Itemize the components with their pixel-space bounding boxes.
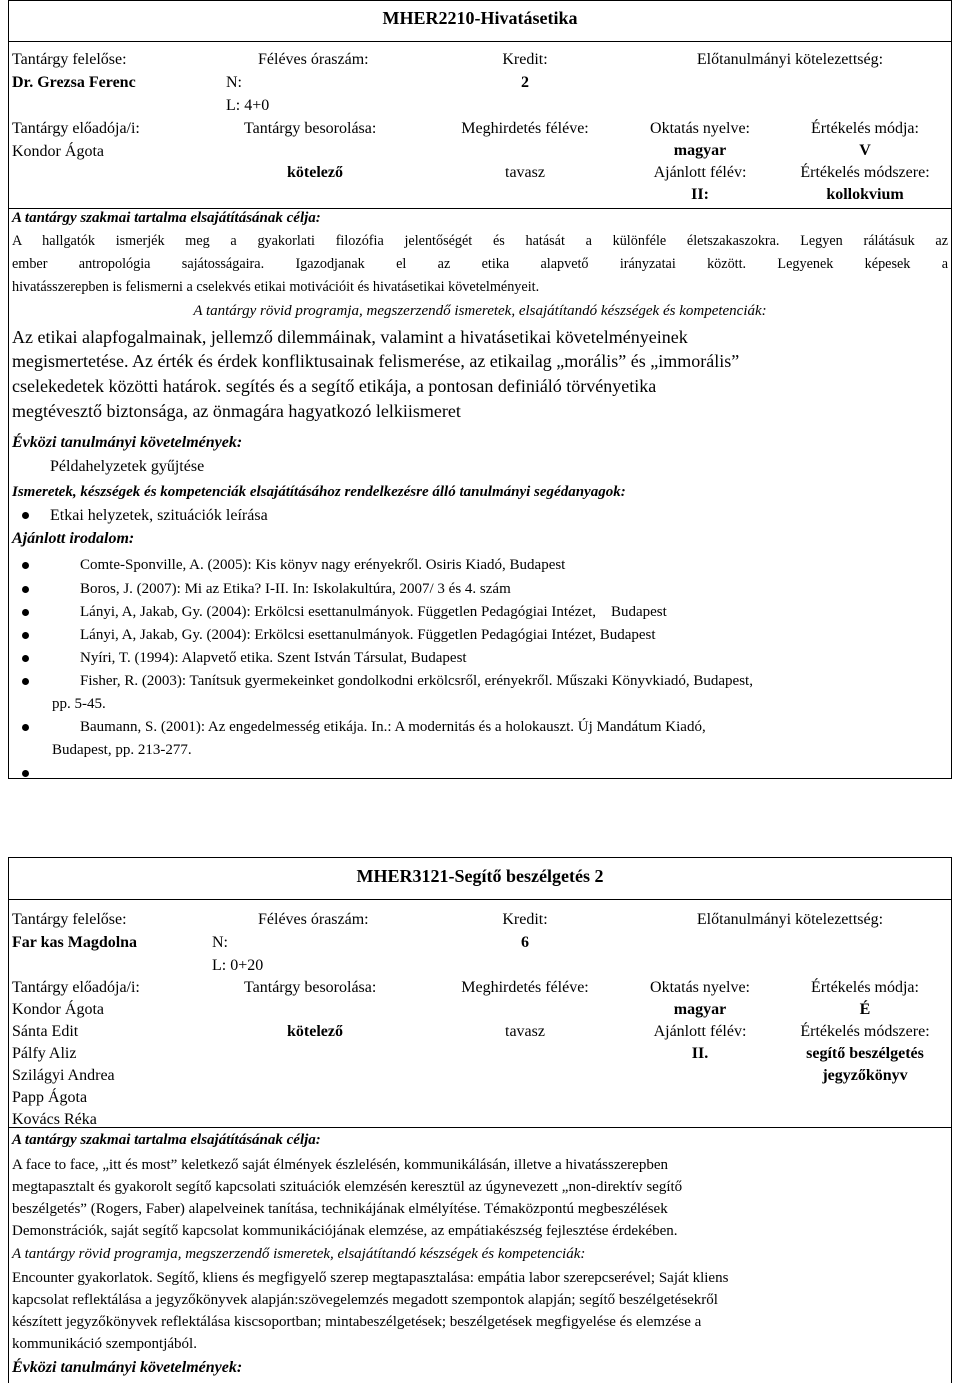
literature-item: Boros, J. (2007): Mi az Etika? I-II. In: Iskolakultúra, 2007/ 3 és 4. szám [80, 581, 511, 597]
lecturer-name: Sánta Edit [12, 1023, 79, 1040]
divider [8, 1127, 952, 1128]
divider [8, 899, 952, 900]
goal-line: ember antropológia sajátosságaira. Igazodjanak el az etika alapvető irányzatai között. Legyenek képesek a [12, 256, 948, 272]
semester-label: Meghirdetés féléve: [461, 979, 589, 996]
requirements-heading: Évközi tanulmányi követelmények: [12, 434, 243, 451]
literature-item: Lányi, A, Jakab, Gy. (2004): Erkölcsi esettanulmányok. Független Pedagógiai Intézet, Budapest [80, 604, 667, 620]
lecturer-name: Kovács Réka [12, 1111, 97, 1128]
goal-line: A face to face, „itt és most” keletkező saját élmények észlelésén, kommunikálásán, illetve a hivatásszerepben [12, 1157, 668, 1173]
bullet-icon [22, 512, 29, 519]
responsible-label: Tantárgy felelőse: [12, 911, 127, 928]
hours-n: N: [226, 74, 242, 91]
semester-value: tavasz [505, 164, 545, 181]
course-title: MHER2210-Hivatásetika [382, 8, 578, 28]
classification-label: Tantárgy besorolása: [244, 120, 377, 137]
semester-label: Meghirdetés féléve: [461, 120, 589, 137]
bullet-icon [22, 655, 29, 662]
goal-line: hivatásszerepben is felismerni a cselekvés etikai motivációit és hivatásetikai követelményeit. [12, 279, 540, 295]
lecturer-label: Tantárgy előadója/i: [12, 120, 140, 137]
literature-item: Comte-Sponville, A. (2005): Kis könyv nagy erényekről. Osiris Kiadó, Budapest [80, 557, 566, 573]
bullet-icon [22, 586, 29, 593]
literature-item: Fisher, R. (2003): Tanítsuk gyermekeinket gondolkodni erkölcsről, erényekről. Műszaki Könyvkiadó, Budapest, [80, 673, 753, 689]
credit-value: 2 [521, 74, 529, 91]
recommended-semester-value: II: [691, 186, 709, 203]
course-title: MHER3121-Segítő beszélgetés 2 [356, 866, 604, 886]
program-heading: A tantárgy rövid programja, megszerzendő ismeretek, elsajátítandó készségek és kompetenciák: [193, 303, 767, 319]
prereq-label: Előtanulmányi kötelezettség: [696, 51, 884, 68]
aid-item: Etkai helyzetek, szituációk leírása [50, 507, 268, 524]
evaluation-method-label: Értékelés módszere: [800, 1023, 930, 1040]
lecturer-name: Szilágyi Andrea [12, 1067, 115, 1084]
lecturer-name: Papp Ágota [12, 1089, 88, 1106]
language-value: magyar [673, 142, 727, 159]
bullet-icon [22, 562, 29, 569]
language-label: Oktatás nyelve: [650, 979, 750, 996]
lecturer-name: Kondor Ágota [12, 143, 104, 160]
program-line: Az etikai alapfogalmainak, jellemző dilemmáinak, valamint a hivatásetikai követelményeinek [12, 327, 688, 347]
program-heading: A tantárgy rövid programja, megszerzendő ismeretek, elsajátítandó készségek és kompetenciák: [12, 1246, 586, 1262]
hours-l: L: 0+20 [212, 957, 264, 974]
bullet-icon [22, 678, 29, 685]
evaluation-method-value: segítő beszélgetés [806, 1045, 924, 1062]
evaluation-method-value: kollokvium [826, 186, 904, 203]
recommended-semester-value: II. [691, 1045, 709, 1062]
requirements-heading: Évközi tanulmányi követelmények: [12, 1359, 243, 1376]
responsible-name: Far kas Magdolna [12, 934, 138, 951]
requirement-item: Példahelyzetek gyűjtése [50, 458, 205, 475]
credit-label: Kredit: [502, 911, 548, 928]
program-line: Encounter gyakorlatok. Segítő, kliens és megfigyelő szerep megtapasztalása: empátia labor szerepcserével; Saját kliens [12, 1270, 729, 1286]
bullet-icon [22, 609, 29, 616]
responsible-name: Dr. Grezsa Ferenc [12, 74, 136, 91]
lecturer-name: Kondor Ágota [12, 1001, 104, 1018]
bullet-icon [22, 724, 29, 731]
recommended-semester-label: Ajánlott félév: [653, 164, 747, 181]
program-line: kommunikáció szempontjából. [12, 1336, 197, 1352]
goal-line: A hallgatók ismerjék meg a gyakorlati filozófia jelentőségét és hatását a különféle életszakaszokra. Legyen rálátásuk az [12, 233, 948, 249]
literature-item: Baumann, S. (2001): Az engedelmesség etikája. In.: A modernitás és a holokauszt. Új Mandátum Kiadó, [80, 719, 706, 735]
goal-line: beszélgetés” (Rogers, Faber) alapelveinek tanítása, technikájának elmélyítése. Témaközpontú megbeszélések [12, 1201, 668, 1217]
bullet-icon [22, 632, 29, 639]
program-line: megtévesztő biztonsága, az önmagára hagyatkozó lelkiismeret [12, 401, 461, 421]
goal-heading: A tantárgy szakmai tartalma elsajátításának célja: [12, 1132, 321, 1148]
program-line: cselekedetek közötti határok. segítés és a segítő etikája, a pontosan definiáló törvényetika [12, 376, 657, 396]
hours-label: Féléves óraszám: [258, 51, 369, 68]
evaluation-method-label: Értékelés módszere: [800, 164, 930, 181]
classification-value: kötelező [287, 1023, 343, 1040]
credit-label: Kredit: [502, 51, 548, 68]
classification-value: kötelező [287, 164, 343, 181]
hours-n: N: [212, 934, 228, 951]
literature-item: Lányi, A, Jakab, Gy. (2004): Erkölcsi esettanulmányok. Független Pedagógiai Intézet, Budapest [80, 627, 656, 643]
hours-l: L: 4+0 [226, 97, 270, 114]
literature-heading: Ajánlott irodalom: [12, 530, 135, 547]
evaluation-method-value: jegyzőkönyv [822, 1067, 908, 1084]
literature-item: Nyíri, T. (1994): Alapvető etika. Szent István Társulat, Budapest [80, 650, 467, 666]
aids-heading: Ismeretek, készségek és kompetenciák elsajátításához rendelkezésre álló tanulmányi segédanyagok: [12, 484, 626, 500]
program-line: megismertetése. Az érték és érdek konfliktusainak felismerése, az etikailag „morális” és „immorális” [12, 351, 740, 371]
literature-item-continued: pp. 5-45. [52, 696, 106, 712]
divider [8, 41, 952, 42]
lecturer-name: Pálfy Aliz [12, 1045, 77, 1062]
prereq-label: Előtanulmányi kötelezettség: [696, 911, 884, 928]
hours-label: Féléves óraszám: [258, 911, 369, 928]
semester-value: tavasz [505, 1023, 545, 1040]
evaluation-value: V [859, 142, 871, 159]
classification-label: Tantárgy besorolása: [244, 979, 377, 996]
evaluation-label: Értékelés módja: [811, 979, 919, 996]
goal-line: megtapasztalt és gyakorolt segítő kapcsolati szituációk elemzésén keresztül az úgynevezett „non-direktív segítő [12, 1179, 683, 1195]
program-line: kapcsolat reflektálása a jegyzőkönyvek alapján:szövegelemzés megadott szempontok alapján; segítő beszélgetésekről [12, 1292, 718, 1308]
evaluation-value: É [859, 1001, 871, 1018]
bullet-icon [22, 770, 29, 777]
program-line: készített jegyzőkönyvek reflektálása kiscsoportban; mintabeszélgetések; beszélgetések megfigyelése és elemzése a [12, 1314, 702, 1330]
responsible-label: Tantárgy felelőse: [12, 51, 127, 68]
goal-heading: A tantárgy szakmai tartalma elsajátításának célja: [12, 210, 321, 226]
evaluation-label: Értékelés módja: [811, 120, 919, 137]
language-label: Oktatás nyelve: [650, 120, 750, 137]
literature-item-continued: Budapest, pp. 213-277. [52, 742, 192, 758]
goal-line: Demonstrációk, saját segítő kapcsolat kommunikációjának elemzése, az empátiakészség fejlesztése érdekében. [12, 1223, 678, 1239]
recommended-semester-label: Ajánlott félév: [653, 1023, 747, 1040]
language-value: magyar [673, 1001, 727, 1018]
lecturer-label: Tantárgy előadója/i: [12, 979, 140, 996]
credit-value: 6 [521, 934, 529, 951]
